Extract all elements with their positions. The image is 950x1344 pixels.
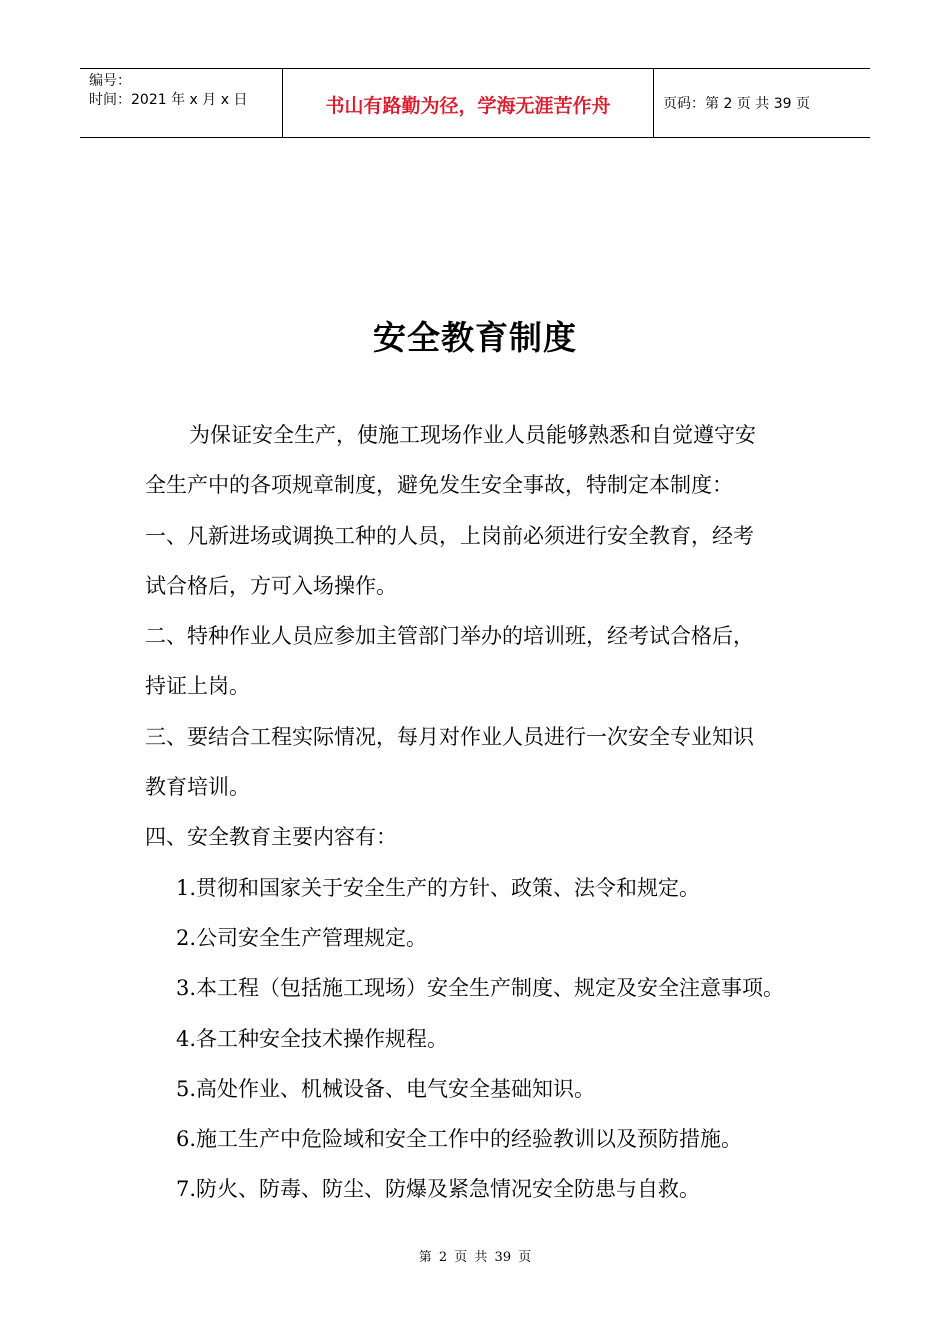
page-footer: 第 2 页 共 39 页 [418, 1250, 532, 1265]
rule-line: 一、凡新进场或调换工种的人员，上岗前必须进行安全教育，经考 [145, 523, 754, 548]
content-item: 6.施工生产中危险域和安全工作中的经验教训以及预防措施。 [176, 1127, 743, 1152]
header-meta [89, 72, 247, 110]
intro-line: 为保证安全生产，使施工现场作业人员能够熟悉和自觉遵守安 [189, 423, 756, 447]
header-page-info: 页码：第 2 页 共 39 页 [663, 96, 810, 112]
header-divider [653, 69, 654, 137]
document-date: 时间：2021 年 x 月 x 日 [89, 92, 248, 108]
page-header [80, 68, 870, 138]
content-item: 3.本工程（包括施工现场）安全生产制度、规定及安全注意事项。 [176, 976, 785, 1001]
document-number-label: 编号： [89, 73, 131, 89]
rule-line: 持证上岗。 [145, 674, 250, 699]
intro-line: 全生产中的各项规章制度，避免发生安全事故，特制定本制度： [145, 473, 733, 498]
rule-line: 四、安全教育主要内容有： [145, 825, 397, 850]
document-body [145, 410, 815, 1215]
content-item: 1.贯彻和国家关于安全生产的方针、政策、法令和规定。 [176, 875, 701, 900]
rule-line: 三、要结合工程实际情况，每月对作业人员进行一次安全专业知识 [145, 724, 754, 749]
rule-line: 试合格后，方可入场操作。 [145, 573, 397, 598]
header-motto: 书山有路勤为径，学海无涯苦作舟 [325, 95, 611, 117]
content-item: 7.防火、防毒、防尘、防爆及紧急情况安全防患与自救。 [176, 1177, 701, 1202]
content-item: 5.高处作业、机械设备、电气安全基础知识。 [176, 1076, 596, 1101]
rule-line: 教育培训。 [145, 775, 250, 800]
document-title: 安全教育制度 [373, 318, 577, 357]
content-item: 2.公司安全生产管理规定。 [176, 925, 428, 950]
content-item: 4.各工种安全技术操作规程。 [176, 1026, 449, 1051]
rule-line: 二、特种作业人员应参加主管部门举办的培训班，经考试合格后， [145, 624, 754, 649]
